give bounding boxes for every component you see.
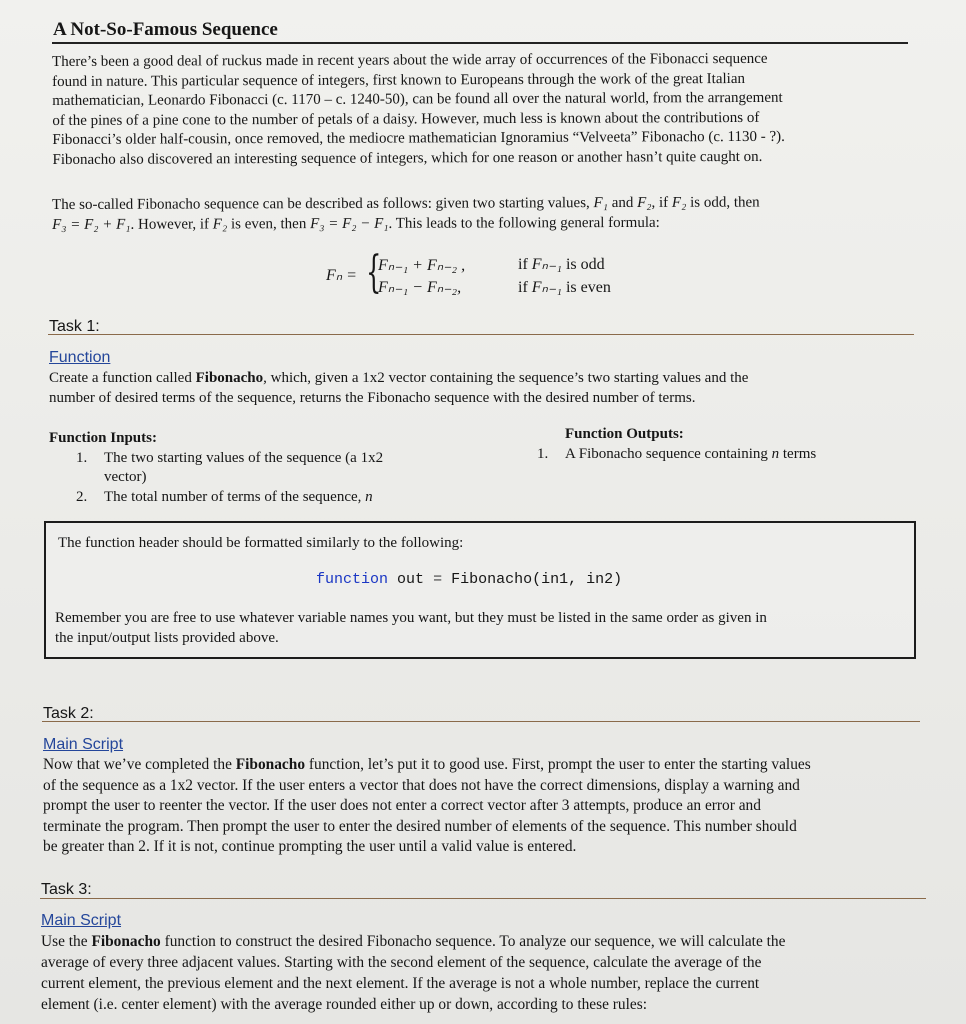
task2-line: be greater than 2. If it is not, continue prompting the user until a valid value is entered. xyxy=(43,838,577,855)
definition-text: . This leads to the following general formula: xyxy=(388,214,660,232)
definition-line-2 xyxy=(52,213,912,236)
formula-cond-var: Fₙ₋₁ xyxy=(531,279,562,296)
input-item-text: The two starting values of the sequence (a 1x2 xyxy=(104,449,384,466)
definition-text: , if xyxy=(651,194,672,211)
task2-paragraph xyxy=(43,755,923,858)
intro-line: Fibonacci’s older half-cousin, once removed, the mediocre mathematician Ignoramius “Velveeta” Fibonacho (c. 1130 - ?). xyxy=(52,129,785,149)
formula-case-odd-expr: Fₙ₋₁ + Fₙ₋₂ , xyxy=(378,257,466,274)
code-equals: = xyxy=(433,571,443,588)
formula-cond-text: is even xyxy=(561,279,611,296)
task1-desc-line: number of desired terms of the sequence, returns the Fibonacho sequence with the desired number of terms. xyxy=(49,389,696,406)
intro-line: mathematician, Leonardo Fibonacci (c. 1170 – c. 1240-50), can be found all over the natural world, from the arrangement xyxy=(52,89,783,110)
input-item xyxy=(76,488,489,508)
task3-bold: Fibonacho xyxy=(91,933,161,950)
task3-text: Use the xyxy=(41,933,92,950)
function-inputs xyxy=(49,429,489,507)
task3-heading: Task 3: xyxy=(41,881,92,898)
definition-text: and xyxy=(607,194,638,212)
task2-bold: Fibonacho xyxy=(235,756,306,773)
formula-case-even-expr: Fₙ₋₁ − Fₙ₋₂, xyxy=(378,279,462,296)
task3-line xyxy=(41,931,926,952)
task2-rule xyxy=(42,721,920,722)
math-f2: F₂ xyxy=(637,194,652,211)
formula-case-even-cond xyxy=(518,278,611,298)
page-title: A Not-So-Famous Sequence xyxy=(53,19,278,40)
code-output-var: out xyxy=(397,571,425,588)
formula-cond-var: Fₙ₋₁ xyxy=(531,256,562,273)
math-f2: F₂ xyxy=(212,215,228,233)
definition-text: is even, then xyxy=(227,215,311,232)
inputs-title: Function Inputs: xyxy=(49,430,157,446)
inputs-list xyxy=(76,449,489,508)
input-item-num: 1. xyxy=(76,449,88,466)
task1-description xyxy=(49,369,909,408)
definition-text: . However, if xyxy=(130,216,213,233)
formula-lhs: Fₙ = xyxy=(326,267,357,284)
input-item xyxy=(76,449,489,488)
function-header-box xyxy=(44,521,916,659)
task1-rule xyxy=(48,334,914,335)
definition-paragraph xyxy=(52,193,912,235)
formula-cond-text: if xyxy=(518,279,532,296)
task2-subheading[interactable]: Main Script xyxy=(43,736,124,753)
math-eq-odd: F₃ = F₂ + F₁ xyxy=(52,216,131,233)
intro-line: found in nature. This particular sequence of integers, first known to Europeans through the work of the great Italian xyxy=(52,70,746,90)
task1-desc-text: , which, given a 1x2 vector containing the sequence’s two starting values and the xyxy=(263,370,749,386)
task3-line: element (i.e. center element) with the average rounded either up or down, according to these rules: xyxy=(41,996,647,1013)
code-call: Fibonacho(in1, in2) xyxy=(451,571,623,588)
task1-desc-line xyxy=(49,369,909,389)
output-item-var: n xyxy=(771,445,780,462)
title-underline xyxy=(52,42,908,44)
math-eq-even: F₃ = F₂ − F₁ xyxy=(310,215,389,232)
task2-line xyxy=(43,755,923,776)
task1-desc-text: Create a function called xyxy=(49,370,196,386)
intro-paragraph xyxy=(52,49,913,170)
output-item-num: 1. xyxy=(537,445,549,462)
task1-subheading[interactable]: Function xyxy=(49,349,111,366)
code-snippet xyxy=(316,571,622,588)
input-item-text: vector) xyxy=(104,469,147,486)
task3-text: function to construct the desired Fibonacho sequence. To analyze our sequence, we will calculate the xyxy=(160,933,786,950)
task3-subheading[interactable]: Main Script xyxy=(41,912,122,929)
task2-line: terminate the program. Then prompt the user to enter the desired number of elements of the sequence. This number should xyxy=(43,817,797,835)
formula-case-odd-cond xyxy=(518,255,605,275)
task2-line: of the sequence as a 1x2 vector. If the user enters a vector that does not have the correct dimensions, display a warning and xyxy=(43,776,800,794)
task3-line: current element, the previous element and the next element. If the average is not a whole number, replace the current xyxy=(41,975,760,992)
output-item xyxy=(537,445,917,465)
intro-line: There’s been a good deal of ruckus made in recent years about the wide array of occurrences of the Fibonacci sequence xyxy=(52,50,768,70)
task1-desc-bold: Fibonacho xyxy=(195,370,264,386)
task3-line: average of every three adjacent values. Starting with the second element of the sequence, calculate the average of the xyxy=(41,954,762,971)
task2-line: prompt the user to reenter the vector. If the user does not enter a correct vector after 3 attempts, produce an error and xyxy=(43,797,761,814)
outputs-title: Function Outputs: xyxy=(565,426,684,442)
box-note xyxy=(55,609,905,648)
general-formula xyxy=(326,247,686,300)
function-outputs xyxy=(537,425,917,464)
input-item-text: The total number of terms of the sequence, xyxy=(104,488,366,505)
input-item-num: 2. xyxy=(76,488,88,505)
definition-text: is odd, then xyxy=(686,194,760,211)
formula-cond-text: is odd xyxy=(561,256,605,273)
definition-text: The so-called Fibonacho sequence can be described as follows: given two starting values, xyxy=(52,195,594,213)
output-item-text: terms xyxy=(779,445,817,462)
formula-cond-text: if xyxy=(518,256,532,273)
box-intro: The function header should be formatted similarly to the following: xyxy=(58,535,464,551)
input-item-var: n xyxy=(365,488,373,505)
task3-rule xyxy=(40,898,926,899)
intro-line: of the pines of a pine cone to the number of petals of a daisy. However, much less is known about the contributions of xyxy=(52,109,760,129)
task2-text: function, let’s put it to good use. First, prompt the user to enter the starting values xyxy=(305,756,811,773)
intro-line: Fibonacho also discovered an interesting sequence of integers, which for one reason or another hasn’t quite caught on. xyxy=(52,148,763,168)
box-note-line: Remember you are free to use whatever variable names you want, but they must be listed in the same order as given in xyxy=(55,610,767,626)
output-item-text: A Fibonacho sequence containing xyxy=(565,445,772,462)
math-f2: F₂ xyxy=(671,194,687,211)
formula-brace: { xyxy=(366,247,382,298)
task2-text: Now that we’ve completed the xyxy=(43,756,236,773)
code-keyword: function xyxy=(316,571,389,588)
task3-paragraph xyxy=(41,931,926,1015)
math-f1: F₁ xyxy=(593,195,608,212)
box-note-line: the input/output lists provided above. xyxy=(55,629,279,646)
task2-heading: Task 2: xyxy=(43,705,94,722)
task1-heading: Task 1: xyxy=(49,318,100,335)
